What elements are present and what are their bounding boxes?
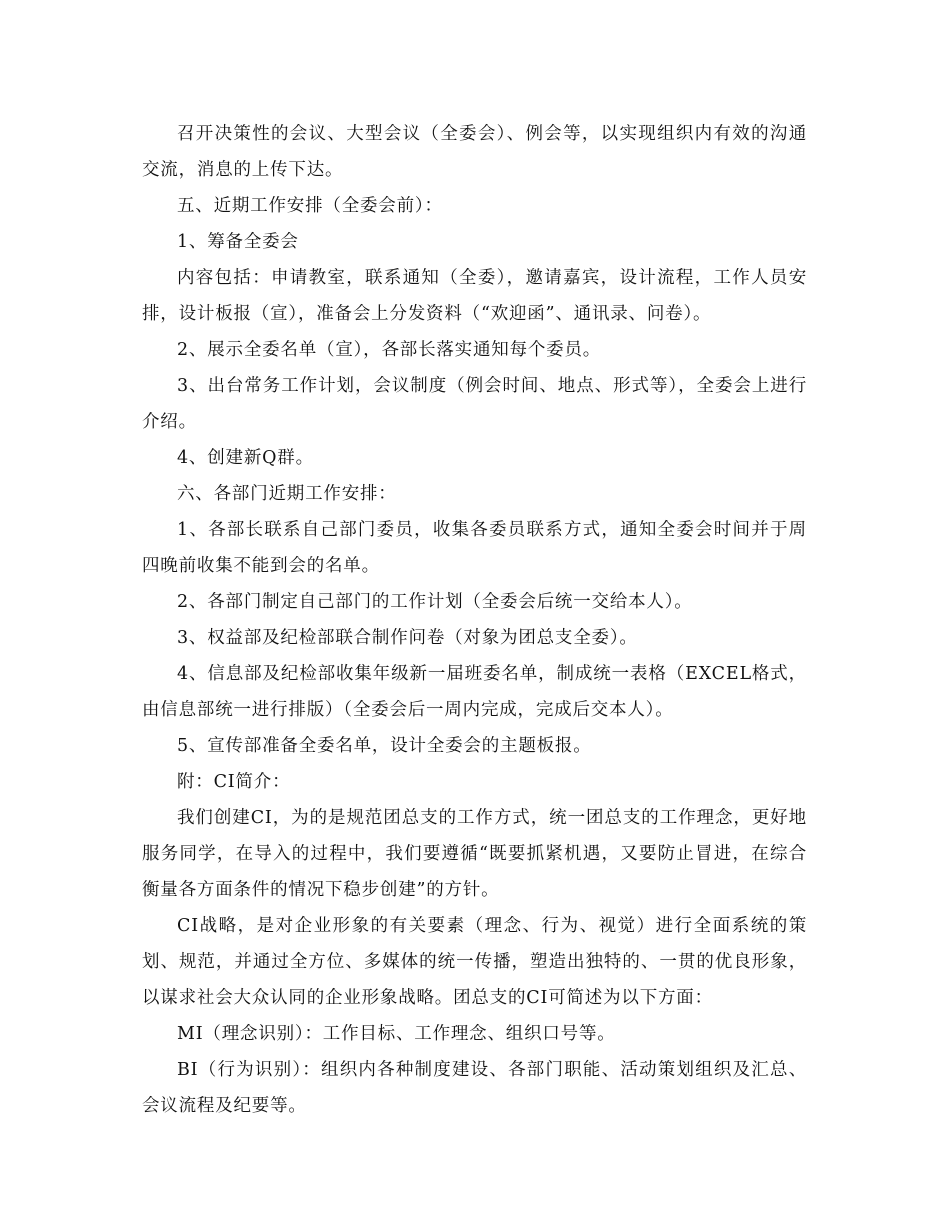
paragraph-bi: BI（行为识别）：组织内各种制度建设、各部门职能、活动策划组织及汇总、会议流程及纪要等。 xyxy=(142,1060,807,1116)
paragraph-ci-strategy: CI战略，是对企业形象的有关要素（理念、行为、视觉）进行全面系统的策划、规范，并通过全方位、多媒体的统一传播，塑造出独特的、一贯的优良形象，以谋求社会大众认同的企业形象战略。团总支的CI可简述为以下方面： xyxy=(142,916,807,1008)
paragraph-plenary-content: 内容包括：申请教室，联系通知（全委），邀请嘉宾，设计流程，工作人员安排，设计板报（宣），准备会上分发资料（“欢迎函”、通讯录、问卷）。 xyxy=(142,268,807,324)
heading-recent-work-plan: 五、近期工作安排（全委会前）： xyxy=(177,196,443,216)
list-item-publicity-board: 5、宣传部准备全委名单，设计全委会的主题板报。 xyxy=(177,736,592,756)
list-item-class-committee-list: 4、信息部及纪检部收集年级新一届班委名单，制成统一表格（EXCEL格式，由信息部统一进行排版）（全委会后一周内完成，完成后交本人）。 xyxy=(142,664,807,720)
list-item-work-plan-system: 3、出台常务工作计划，会议制度（例会时间、地点、形式等），全委会上进行介绍。 xyxy=(142,376,807,432)
list-item-department-plan: 2、各部门制定自己部门的工作计划（全委会后统一交给本人）。 xyxy=(177,592,693,612)
heading-department-work-plan: 六、各部门近期工作安排： xyxy=(177,484,397,504)
heading-ci-intro: 附：CI简介： xyxy=(177,772,291,792)
list-item-prepare-plenary: 1、筹备全委会 xyxy=(177,232,299,252)
list-item-create-q-group: 4、创建新Q群。 xyxy=(177,448,314,468)
list-item-questionnaire: 3、权益部及纪检部联合制作问卷（对象为团总支全委）。 xyxy=(177,628,638,648)
list-item-contact-members: 1、各部长联系自己部门委员，收集各委员联系方式，通知全委会时间并于周四晚前收集不能到会的名单。 xyxy=(142,520,807,576)
list-item-show-member-list: 2、展示全委名单（宣），各部长落实通知每个委员。 xyxy=(177,340,602,360)
paragraph-ci-purpose: 我们创建CI，为的是规范团总支的工作方式，统一团总支的工作理念，更好地服务同学，在导入的过程中，我们要遵循“既要抓紧机遇，又要防止冒进，在综合衡量各方面条件的情况下稳步创建”的方针。 xyxy=(142,808,807,900)
paragraph-meeting-purpose: 召开决策性的会议、大型会议（全委会）、例会等，以实现组织内有效的沟通交流，消息的上传下达。 xyxy=(142,124,807,180)
document-body xyxy=(142,116,807,1124)
paragraph-mi: MI（理念识别）：工作目标、工作理念、组织口号等。 xyxy=(177,1024,616,1044)
